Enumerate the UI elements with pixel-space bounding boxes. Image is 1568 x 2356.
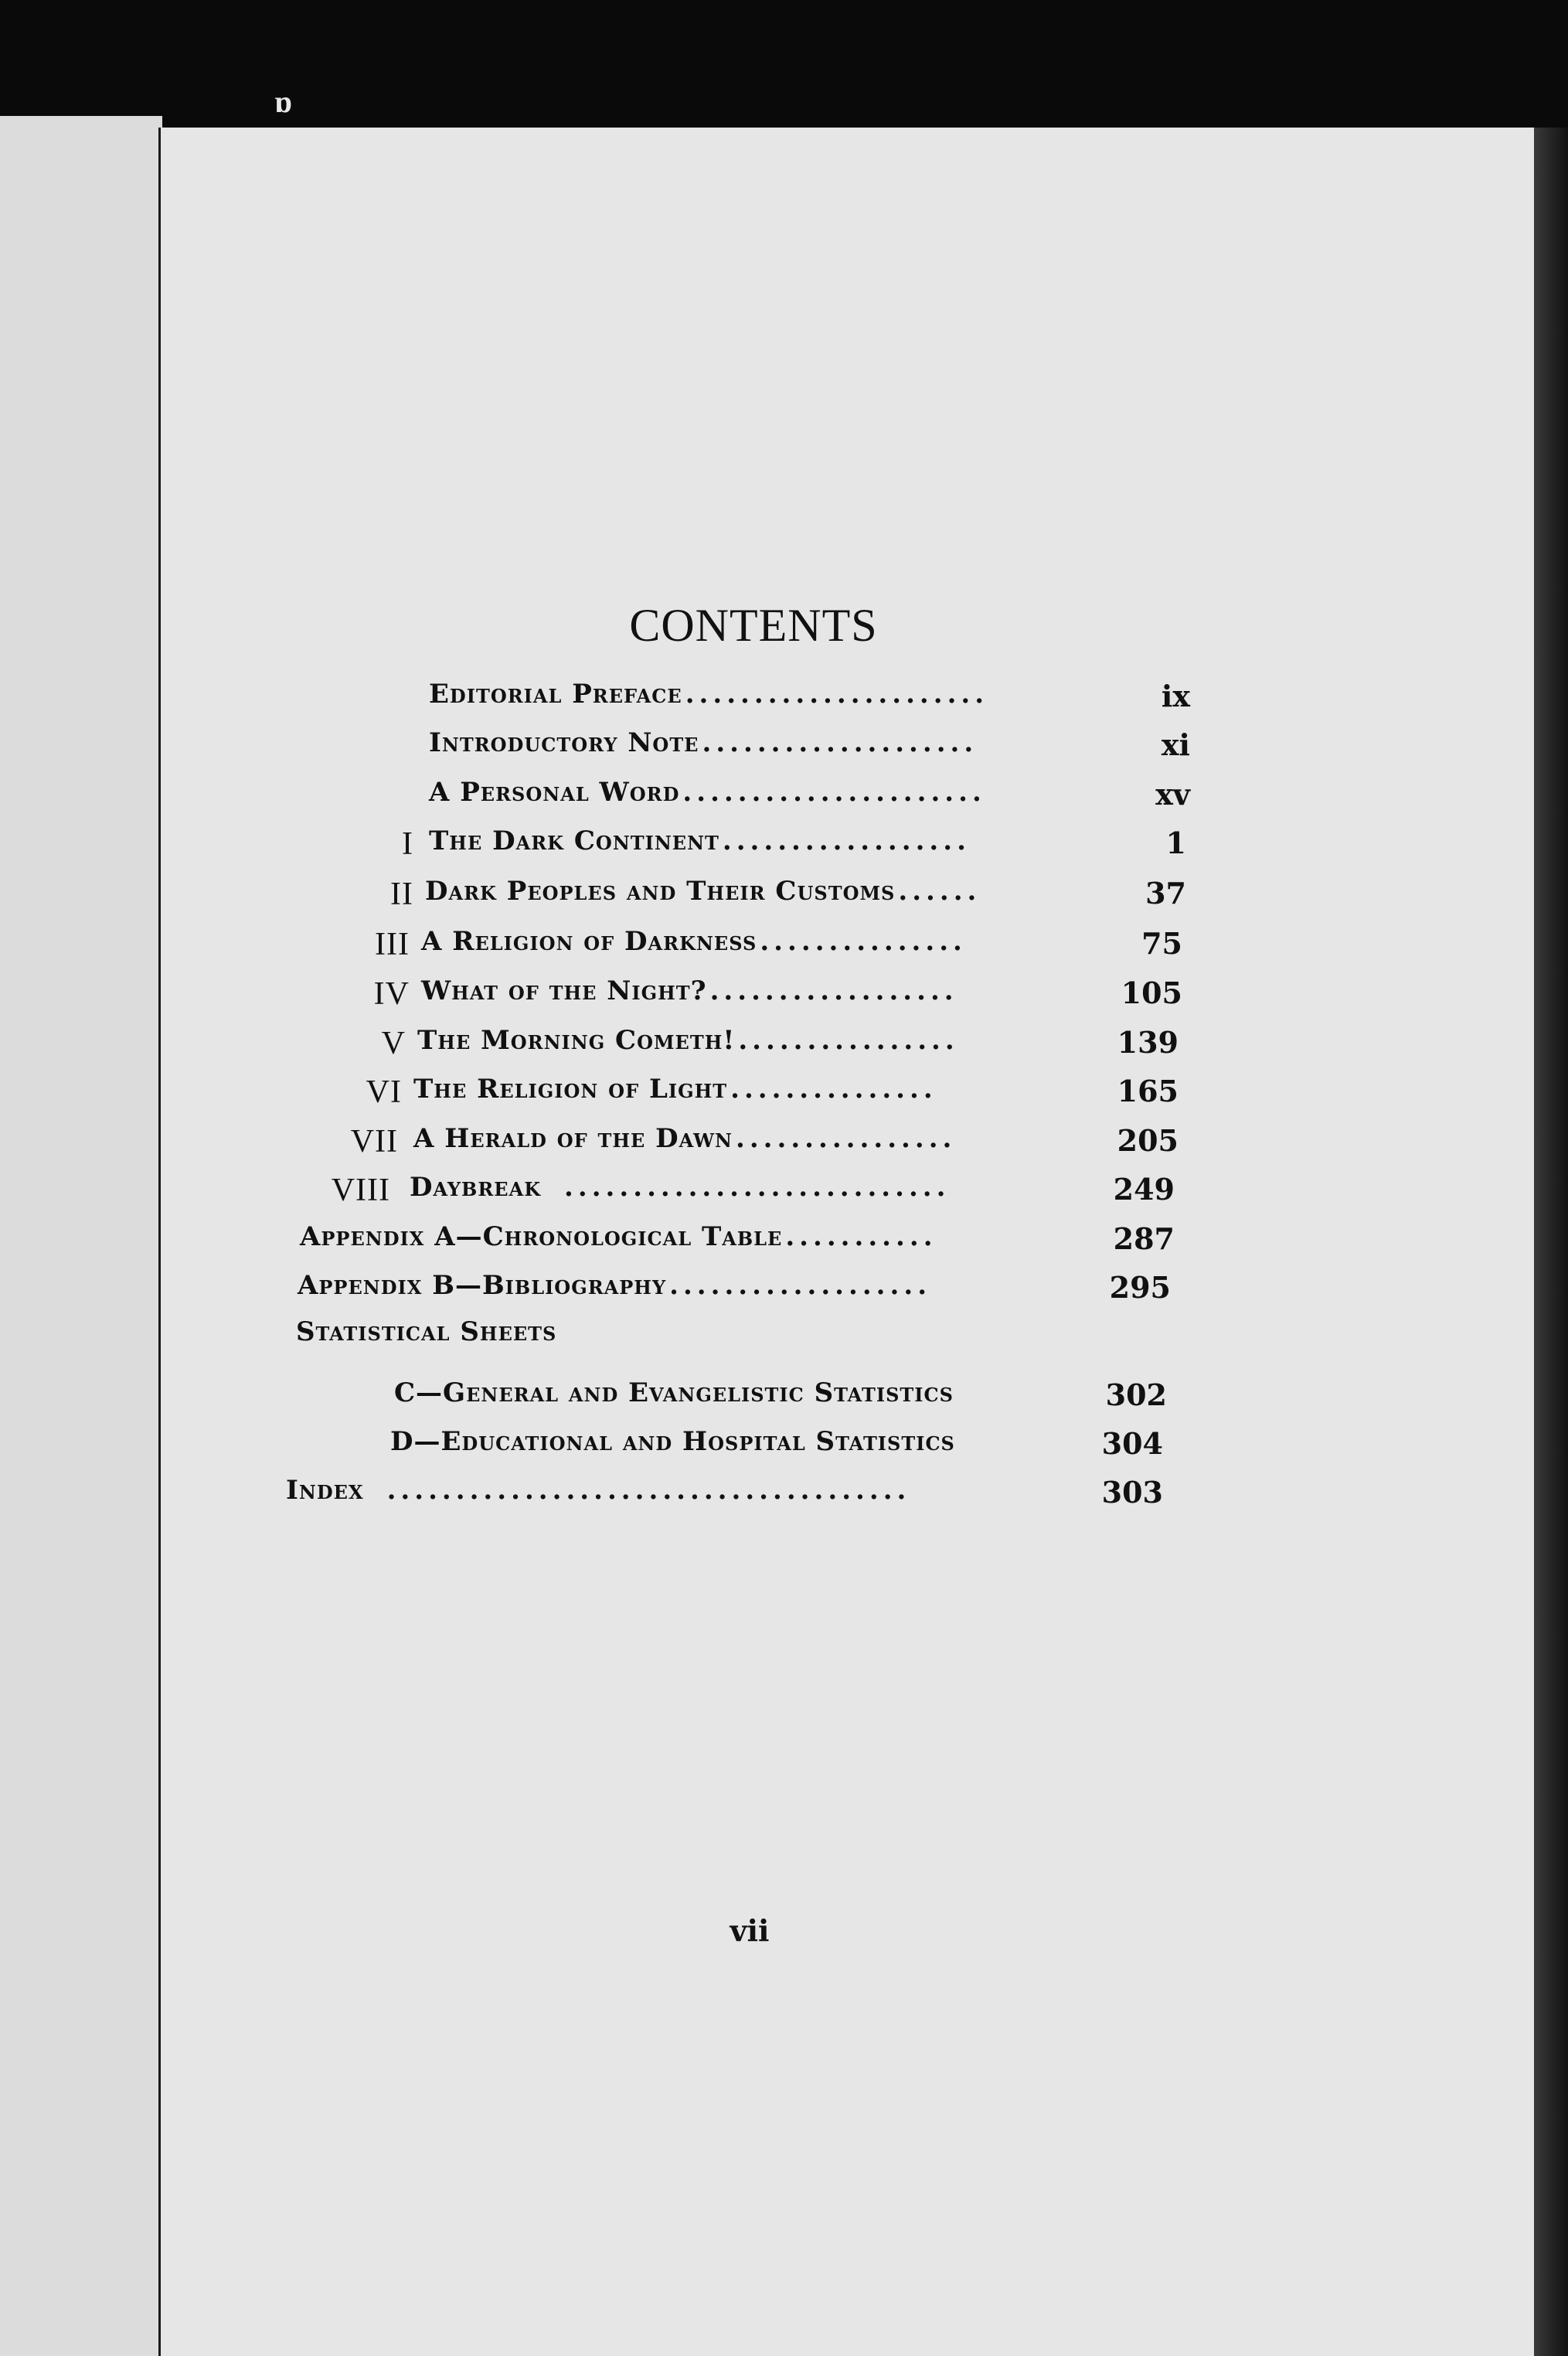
toc-page-number: 75 xyxy=(1141,926,1182,961)
toc-entry xyxy=(298,1270,1171,1313)
chapter-number: III xyxy=(375,927,410,962)
toc-entry xyxy=(296,1316,1169,1360)
toc-page-number: 303 xyxy=(1101,1475,1163,1510)
toc-page-number: 287 xyxy=(1113,1221,1175,1256)
toc-entry xyxy=(300,1221,1175,1265)
toc-entry xyxy=(331,1172,1175,1215)
toc-entry xyxy=(390,876,1186,919)
toc-page-number: 205 xyxy=(1117,1123,1179,1158)
toc-page-number: 37 xyxy=(1145,876,1186,911)
toc-entry-title: A Personal Word xyxy=(429,777,680,808)
toc-entry xyxy=(402,826,1186,869)
toc-leader-dots: ................... xyxy=(669,1270,932,1301)
toc-leader-dots: .................. xyxy=(722,826,971,856)
toc-leader-dots: ............... xyxy=(730,1074,937,1105)
toc-page-number: 1 xyxy=(1165,826,1186,860)
toc-entry xyxy=(429,777,1190,820)
toc-page-number: 295 xyxy=(1109,1270,1171,1305)
toc-leader-dots: ...................... xyxy=(685,679,989,710)
toc-entry-title: Daybreak xyxy=(410,1172,542,1203)
toc-entry-title: Introductory Note xyxy=(429,727,699,758)
toc-page-number: 165 xyxy=(1117,1074,1179,1108)
chapter-number: VII xyxy=(350,1124,398,1159)
toc-entry-title: The Religion of Light xyxy=(413,1074,728,1105)
chapter-number: V xyxy=(381,1026,406,1061)
toc-entry xyxy=(429,679,1190,722)
toc-page-number: xv xyxy=(1155,777,1190,812)
toc-entry-title: Appendix A—Chronological Table xyxy=(300,1221,783,1252)
toc-leader-dots: ................ xyxy=(738,1025,959,1056)
toc-entry xyxy=(286,1475,1163,1518)
toc-entry xyxy=(350,1123,1179,1166)
toc-entry xyxy=(429,727,1190,771)
toc-entry-title: The Dark Continent xyxy=(429,826,719,856)
toc-entry-title: A Religion of Darkness xyxy=(421,926,757,957)
toc-page-number: 304 xyxy=(1101,1426,1163,1461)
toc-leader-dots: ............................ xyxy=(564,1172,951,1203)
chapter-number: IV xyxy=(373,976,410,1012)
page-number: vii xyxy=(730,1913,770,1948)
toc-entry-title: Index xyxy=(286,1475,364,1506)
toc-entry-title: D—Educational and Hospital Statistics xyxy=(390,1426,955,1457)
page-title: CONTENTS xyxy=(629,600,878,651)
toc-page-number: 302 xyxy=(1105,1377,1167,1412)
chapter-number: VIII xyxy=(331,1173,390,1208)
toc-leader-dots: .................... xyxy=(702,727,978,758)
toc-entry-title: The Morning Cometh! xyxy=(417,1025,736,1056)
toc-entry xyxy=(390,1426,1163,1469)
toc-entry-title: Dark Peoples and Their Customs xyxy=(425,876,896,907)
chapter-number: VI xyxy=(366,1074,402,1110)
toc-page-number: 139 xyxy=(1117,1025,1179,1060)
toc-entry-title: What of the Night? xyxy=(421,975,707,1006)
toc-entry-title: A Herald of the Dawn xyxy=(413,1123,733,1154)
toc-page-number: 105 xyxy=(1121,975,1182,1010)
toc-leader-dots: ...................... xyxy=(682,777,986,808)
chapter-number: II xyxy=(390,877,413,912)
chapter-number: I xyxy=(402,826,413,862)
toc-entry-title: Statistical Sheets xyxy=(296,1316,557,1347)
toc-entry xyxy=(375,926,1182,969)
toc-leader-dots: ........... xyxy=(785,1221,937,1252)
toc-entry xyxy=(381,1025,1179,1068)
toc-entry xyxy=(394,1377,1167,1421)
corner-mark-icon: ɒ xyxy=(274,84,292,119)
toc-entry-title: C—General and Evangelistic Statistics xyxy=(394,1377,954,1408)
toc-page-number: ix xyxy=(1161,679,1190,713)
toc-page-number: xi xyxy=(1161,727,1190,762)
toc-leader-dots: ...................................... xyxy=(386,1475,911,1506)
toc-leader-dots: ...... xyxy=(898,876,981,907)
toc-leader-dots: ................ xyxy=(735,1123,957,1154)
toc-page-number: 249 xyxy=(1113,1172,1175,1207)
toc-entry-title: Appendix B—Bibliography xyxy=(298,1270,667,1301)
toc-entry xyxy=(373,975,1182,1019)
toc-entry-title: Editorial Preface xyxy=(429,679,682,710)
toc-leader-dots: .................. xyxy=(709,975,958,1006)
toc-entry xyxy=(366,1074,1179,1117)
toc-leader-dots: ............... xyxy=(760,926,967,957)
